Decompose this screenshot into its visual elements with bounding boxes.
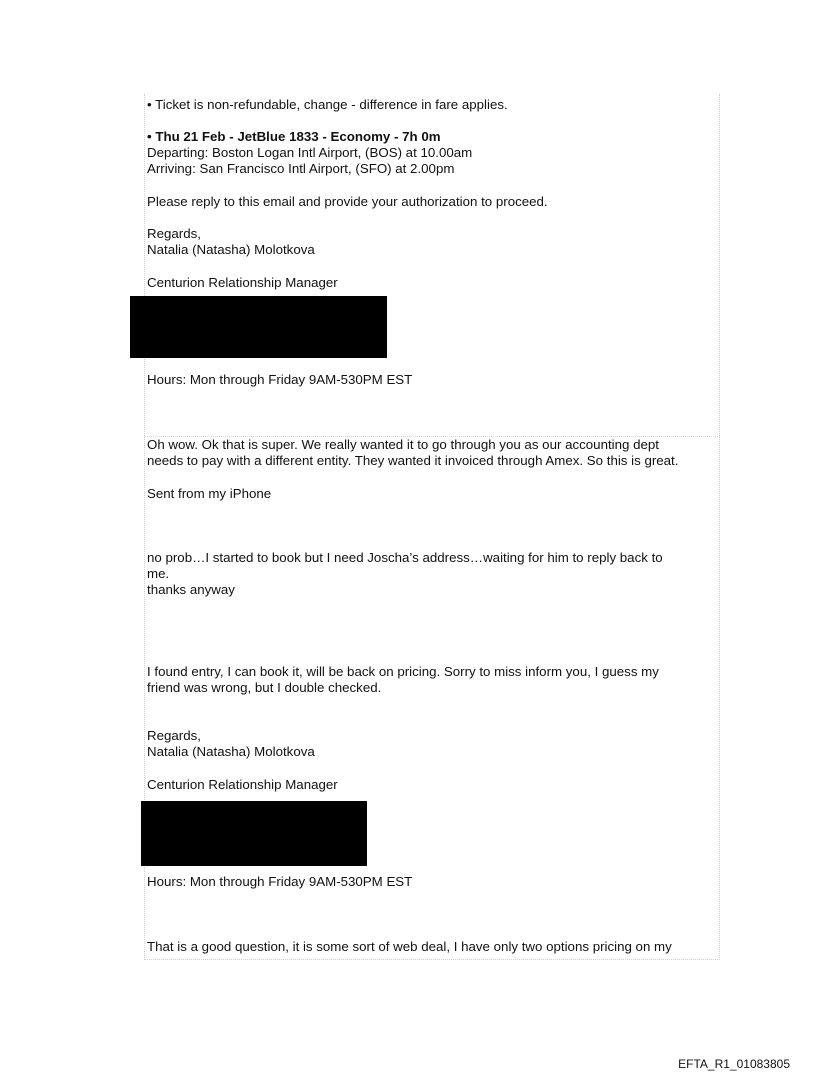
message-text: no prob…I started to book but I need Joscha’s address…waiting for him to reply back to — [147, 550, 663, 565]
regards-text: Regards, — [147, 728, 201, 743]
arriving-line: Arriving: San Francisco Intl Airport, (SFO) at 2.00pm — [147, 161, 455, 176]
redaction-box — [130, 296, 387, 358]
ticket-note: • Ticket is non-refundable, change - difference in fare applies. — [147, 97, 508, 112]
signature-title: Centurion Relationship Manager — [147, 275, 338, 290]
sent-from-signature: Sent from my iPhone — [147, 486, 272, 501]
message-text: needs to pay with a different entity. They wanted it invoiced through Amex. So this is great. — [147, 453, 679, 468]
office-hours: Hours: Mon through Friday 9AM-530PM EST — [147, 372, 413, 387]
message-text: I found entry, I can book it, will be back on pricing. Sorry to miss inform you, I guess my — [147, 664, 659, 679]
message-text: That is a good question, it is some sort of web deal, I have only two options pricing on my — [147, 939, 672, 954]
message-text: thanks anyway — [147, 582, 235, 597]
redaction-box — [141, 801, 367, 866]
message-text: friend was wrong, but I double checked. — [147, 680, 382, 695]
reply-request: Please reply to this email and provide your authorization to proceed. — [147, 194, 548, 209]
document-id: EFTA_R1_01083805 — [678, 1057, 790, 1071]
message-text: me. — [147, 566, 170, 581]
signature-name: Natalia (Natasha) Molotkova — [147, 744, 315, 759]
flight-heading: • Thu 21 Feb - JetBlue 1833 - Economy - 7h 0m — [147, 129, 441, 144]
office-hours: Hours: Mon through Friday 9AM-530PM EST — [147, 874, 413, 889]
signature-title: Centurion Relationship Manager — [147, 777, 338, 792]
message-text: Oh wow. Ok that is super. We really wanted it to go through you as our accounting dept — [147, 437, 659, 452]
regards-text: Regards, — [147, 226, 201, 241]
departing-line: Departing: Boston Logan Intl Airport, (BOS) at 10.00am — [147, 145, 473, 160]
signature-name: Natalia (Natasha) Molotkova — [147, 242, 315, 257]
